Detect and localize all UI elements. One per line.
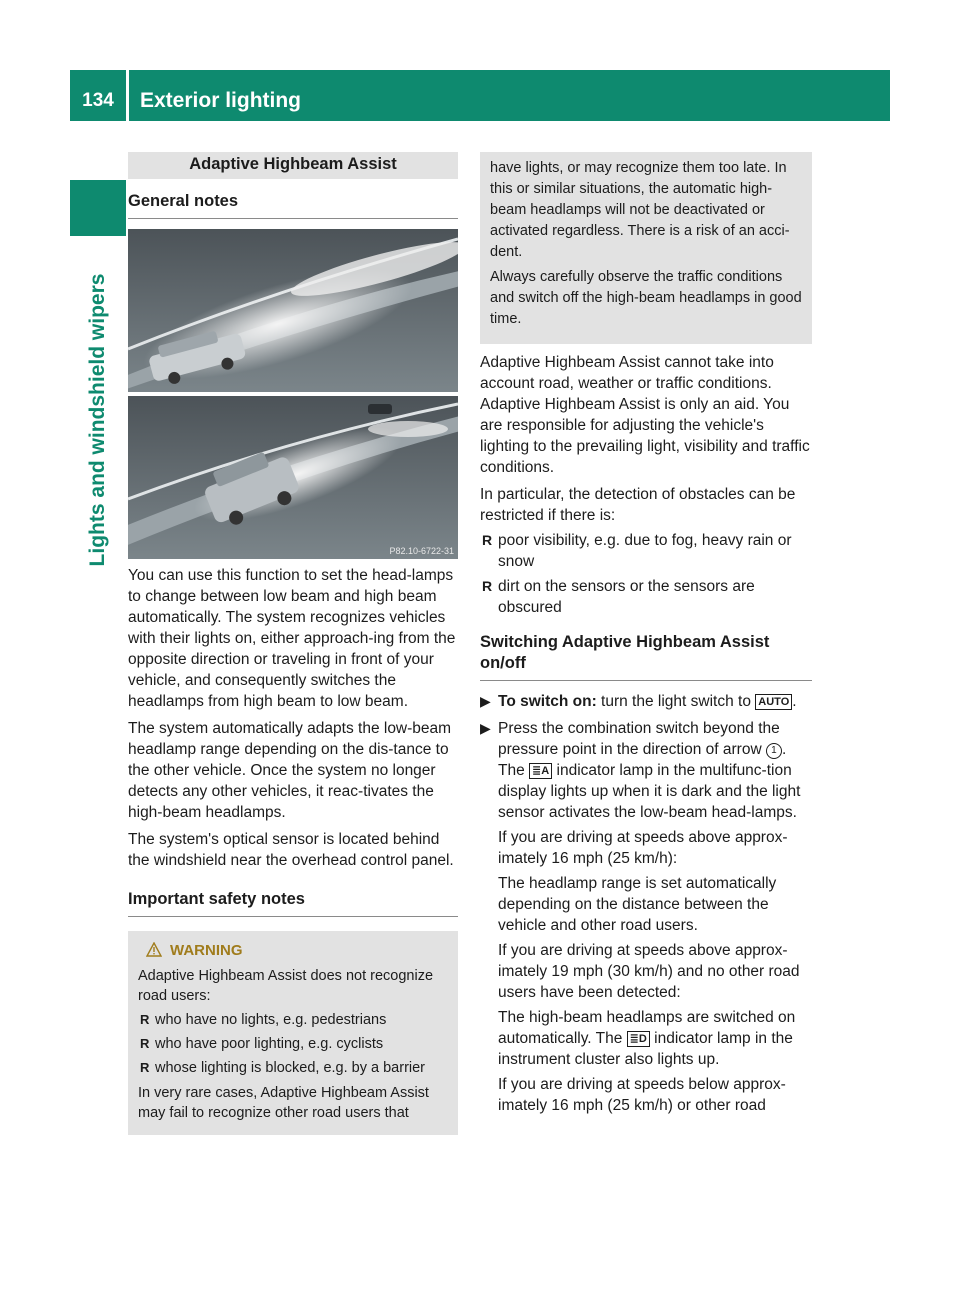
list-item-text: whose lighting is blocked, e.g. by a barrier: [155, 1060, 426, 1076]
paragraph: You can use this function to set the head-lamps to change between low beam and high beam automatically. The system recognizes vehicles with their lights on, either approach-ing from the opposite direction or traveling in front of your vehicle, and consequently switches the headlamps from high beam to low beam.: [128, 567, 456, 710]
bullet-icon: R: [140, 1060, 150, 1075]
bullet-icon: R: [140, 1036, 150, 1051]
general-notes-heading: General notes: [128, 191, 458, 219]
bullet-icon: R: [482, 532, 493, 548]
step-text: turn the light switch to: [601, 693, 751, 710]
list-item: [480, 530, 812, 572]
highbeam-illustration: [128, 229, 458, 559]
step-end: .: [781, 741, 787, 758]
left-column: [128, 152, 458, 1135]
step-text: The high-beam headlamps are switched on automatically. The: [498, 1009, 796, 1047]
switching-heading: Switching Adaptive Highbeam Assist on/off: [480, 632, 812, 681]
list-item: [138, 1034, 448, 1054]
paragraph: In particular, the detection of obstacles can be restricted if there is:: [480, 486, 796, 524]
lamp-text: The: [498, 762, 525, 779]
step-arrow-icon: ▶: [480, 693, 491, 709]
section-heading: Adaptive Highbeam Assist: [128, 152, 458, 179]
adaptive-highbeam-indicator-icon: ≣A: [529, 763, 552, 779]
chapter-marker: [70, 180, 126, 236]
warning-title: [138, 941, 448, 961]
step-paragraph: If you are driving at speeds below approx-imately 16 mph (25 km/h) or other road: [498, 1076, 786, 1114]
lamp-text: indicator lamp in the multifunc-tion display lights up when it is dark and the light sensor activates the low-beam head-lamps.: [498, 762, 801, 821]
paragraph: The system's optical sensor is located behind the windshield near the overhead control panel.: [128, 831, 454, 869]
instruction-steps: [480, 691, 812, 1116]
bullet-icon: R: [482, 578, 493, 594]
page-number: 134: [82, 90, 114, 111]
list-item: [138, 1058, 448, 1078]
step-text: Press the combination switch beyond the pressure point in the direction of arrow: [498, 720, 780, 758]
warning-triangle-icon: [146, 942, 162, 957]
step-label: To switch on:: [498, 693, 597, 710]
warning-bullets: [138, 1010, 448, 1078]
step-press-switch: [480, 718, 812, 1116]
step-paragraph: The headlamp range is set automatically depending on the distance between the vehicle and other road users.: [498, 875, 777, 934]
chapter-title: Lights and windshield wipers: [86, 273, 109, 567]
paragraph: Adaptive Highbeam Assist cannot take into account road, weather or traffic conditions. Adaptive Highbeam Assist is only an aid. You are responsible for adjusting the vehicle's lighting to the prevailing light, visibility and traffic conditions.: [480, 354, 810, 476]
step-text: indicator lamp in the instrument cluster also lights up.: [498, 1030, 793, 1068]
warning-outro: In very rare cases, Adaptive Highbeam Assist may fail to recognize other road users that: [138, 1085, 429, 1121]
high-beam-indicator-icon: ≣D: [627, 1031, 650, 1047]
step-paragraph: If you are driving at speeds above approx-imately 16 mph (25 km/h):: [498, 829, 788, 867]
warning-continued-box: [480, 152, 812, 344]
list-item-text: dirt on the sensors or the sensors are obscured: [498, 578, 755, 616]
warning-intro: Adaptive Highbeam Assist does not recognize road users:: [138, 968, 434, 1004]
bullet-icon: R: [140, 1012, 150, 1027]
step-paragraph: If you are driving at speeds above approx-imately 19 mph (30 km/h) and no other road users have been detected:: [498, 942, 800, 1001]
step-arrow-icon: ▶: [480, 720, 491, 736]
paragraph: The system automatically adapts the low-beam headlamp range depending on the dis-tance to the other vehicle. Once the system no longer detects any other vehicles, it reac-tivates the high-beam headlamps.: [128, 720, 452, 821]
step-end: .: [792, 693, 797, 710]
list-item-text: poor visibility, e.g. due to fog, heavy rain or snow: [498, 532, 792, 570]
warning-continued-text: have lights, or may recognize them too late. In this or similar situations, the automatic high-beam headlamps will not be deactivated or activated regardless. There is a risk of an acci-dent.: [490, 160, 790, 260]
section-title: Exterior lighting: [140, 89, 302, 112]
header-separator: [126, 70, 129, 121]
warning-box: [128, 931, 458, 1135]
limitation-bullets: [480, 530, 812, 618]
list-item-text: who have no lights, e.g. pedestrians: [155, 1012, 387, 1028]
step-switch-on: [480, 691, 812, 712]
road-scene-illustration: [128, 229, 458, 559]
step-paragraph: [498, 1007, 812, 1070]
figure-code: P82.10-6722-31: [389, 546, 454, 556]
auto-symbol-icon: AUTO: [755, 694, 792, 710]
safety-notes-heading: Important safety notes: [128, 889, 458, 917]
right-column: [480, 152, 812, 1116]
arrow-reference-icon: 1: [766, 743, 782, 759]
list-item: [480, 576, 812, 618]
list-item-text: who have poor lighting, e.g. cyclists: [155, 1036, 384, 1052]
list-item: [138, 1010, 448, 1030]
warning-continued-text: Always carefully observe the traffic conditions and switch off the high-beam headlamps in good time.: [490, 269, 802, 327]
warning-title-text: WARNING: [170, 942, 243, 959]
